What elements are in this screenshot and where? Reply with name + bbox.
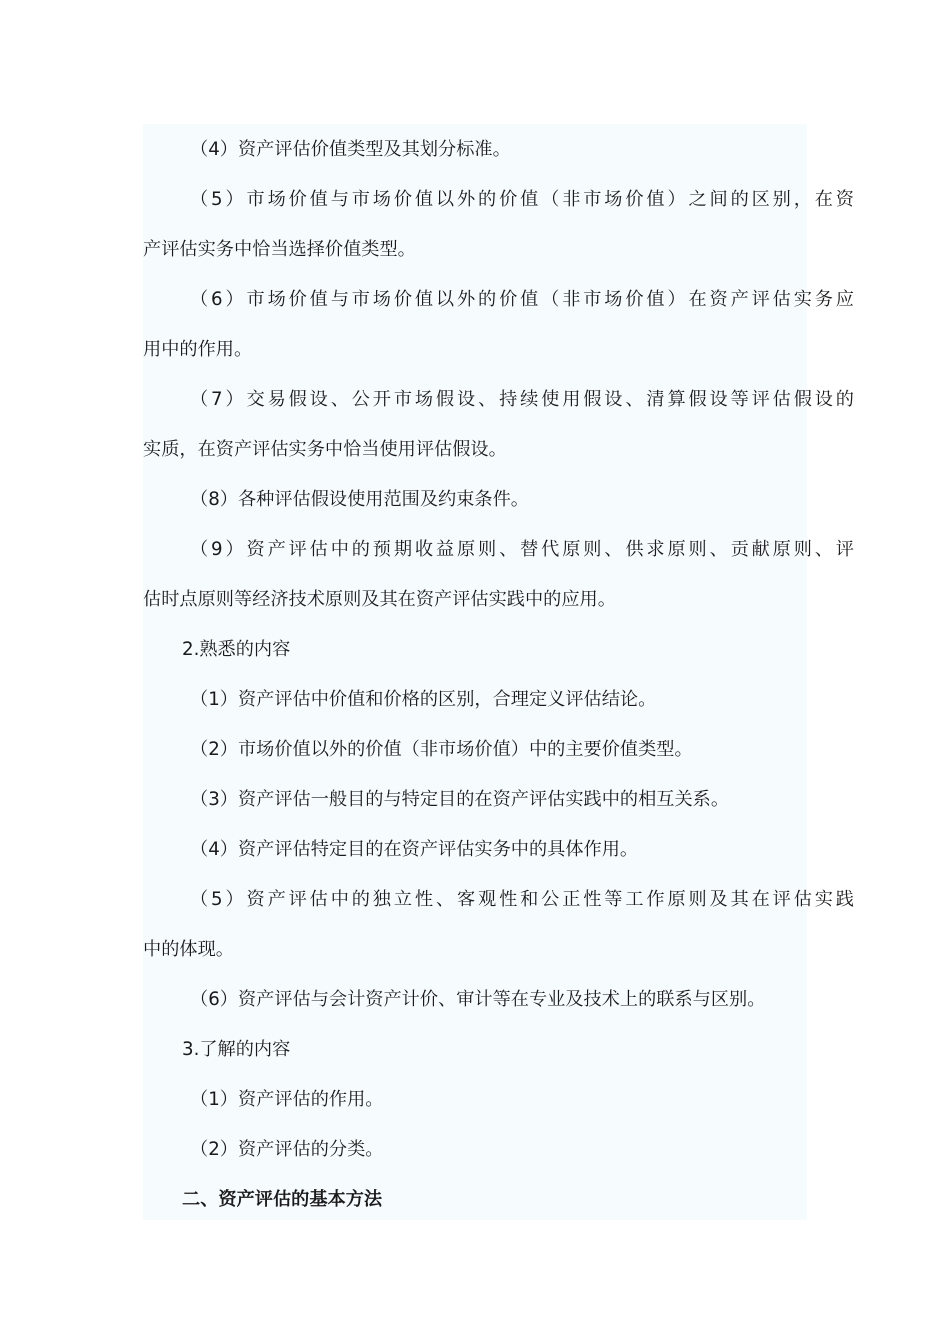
- document-page: [143, 124, 854, 1220]
- list-item-1-value-vs-price: （1）资产评估中价值和价格的区别，合理定义评估结论。: [190, 689, 657, 710]
- list-item-8-assumption-scope: （8）各种评估假设使用范围及约束条件。: [190, 489, 529, 510]
- list-item-6-accounting-audit: （6）资产评估与会计资产计价、审计等在专业及技术上的联系与区别。: [190, 989, 766, 1010]
- chapter-heading-basic-methods: 二、资产评估的基本方法: [182, 1189, 383, 1210]
- section-heading-familiar: 2.熟悉的内容: [182, 639, 291, 660]
- section-heading-understand: 3.了解的内容: [182, 1039, 291, 1060]
- list-item-5-continued-2: 中的体现。: [143, 939, 234, 960]
- list-item-4-specific-purpose: （4）资产评估特定目的在资产评估实务中的具体作用。: [190, 839, 639, 860]
- list-item-2-classification: （2）资产评估的分类。: [190, 1139, 384, 1160]
- list-item-7-assumptions: （7）交易假设、公开市场假设、持续使用假设、清算假设等评估假设的: [190, 389, 854, 410]
- list-item-7-continued: 实质，在资产评估实务中恰当使用评估假设。: [143, 439, 507, 460]
- list-item-5-market-value: （5）市场价值与市场价值以外的价值（非市场价值）之间的区别，在资: [190, 189, 854, 210]
- list-item-9-principles: （9）资产评估中的预期收益原则、替代原则、供求原则、贡献原则、评: [190, 539, 854, 560]
- list-item-5-work-principles: （5）资产评估中的独立性、客观性和公正性等工作原则及其在评估实践: [190, 889, 854, 910]
- list-item-1-role: （1）资产评估的作用。: [190, 1089, 384, 1110]
- list-item-4-value-types: （4）资产评估价值类型及其划分标准。: [190, 139, 511, 160]
- list-item-5-continued: 产评估实务中恰当选择价值类型。: [143, 239, 416, 260]
- list-item-2-non-market-value: （2）市场价值以外的价值（非市场价值）中的主要价值类型。: [190, 739, 693, 760]
- list-item-6-continued: 用中的作用。: [143, 339, 253, 360]
- list-item-3-purposes: （3）资产评估一般目的与特定目的在资产评估实践中的相互关系。: [190, 789, 730, 810]
- list-item-9-continued: 估时点原则等经济技术原则及其在资产评估实践中的应用。: [143, 589, 616, 610]
- list-item-6-market-value-role: （6）市场价值与市场价值以外的价值（非市场价值）在资产评估实务应: [190, 289, 854, 310]
